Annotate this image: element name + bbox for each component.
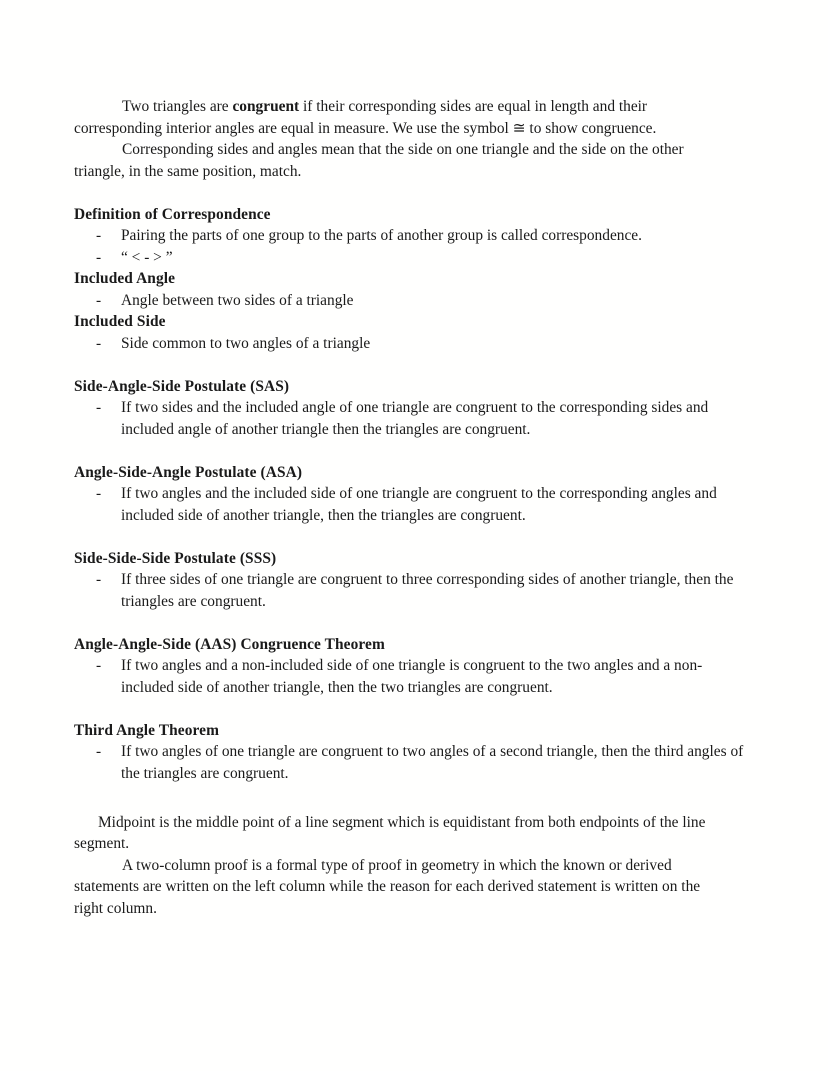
dash-bullet-icon: -: [96, 571, 102, 588]
list-item-label: If two angles and the included side of one triangle are congruent to the corresponding angles and included side of another triangle, then the triangles are congruent.: [121, 485, 717, 524]
paragraph-two-column-proof-definition: A two-column proof is a formal type of proof in geometry in which the known or derived statements are written on the left column while the reason for each derived statement is written on the right column.: [74, 856, 701, 917]
spacer: [74, 440, 752, 462]
spacer: [74, 354, 752, 376]
list-item-label: “ < - > ”: [121, 248, 173, 266]
dash-bullet-icon: -: [96, 291, 102, 309]
paragraph-congruent-definition: [74, 96, 726, 139]
paragraph-text-before-bold: Two triangles are: [122, 98, 233, 115]
heading-angle-angle-side-theorem: Angle-Angle-Side (AAS) Congruence Theorem: [74, 635, 385, 653]
heading-included-angle: Included Angle: [74, 270, 176, 287]
list-item: [74, 397, 752, 440]
spacer: [74, 182, 752, 204]
heading-third-angle-theorem: Third Angle Theorem: [74, 721, 219, 739]
paragraph-corresponding-definition: Corresponding sides and angles mean that the side on one triangle and the side on the other triangle, in the same position, match.: [74, 141, 684, 180]
dash-bullet-icon: -: [96, 399, 102, 416]
heading-angle-side-angle-postulate: Angle-Side-Angle Postulate (ASA): [74, 463, 303, 481]
paragraph-midpoint-definition: Midpoint is the middle point of a line segment which is equidistant from both endpoints of the line segment.: [74, 813, 706, 852]
list-item-label: If three sides of one triangle are congruent to three corresponding sides of another triangle, then the triangles are congruent.: [121, 571, 734, 610]
list-item: [74, 225, 752, 247]
dash-bullet-icon: -: [96, 657, 102, 674]
list-item: [74, 483, 752, 526]
heading-included-side: Included Side: [74, 313, 166, 330]
spacer: [74, 612, 752, 634]
document-body: [74, 96, 752, 919]
dash-bullet-icon: -: [96, 485, 102, 502]
list-item: [74, 247, 752, 269]
list-item: [74, 655, 752, 698]
list-item-label: Angle between two sides of a triangle: [121, 291, 354, 309]
heading-definition-of-correspondence: Definition of Correspondence: [74, 205, 271, 223]
list-item: [74, 290, 752, 312]
dash-bullet-icon: -: [96, 248, 102, 266]
list-item: [74, 569, 752, 612]
list-item-label: Pairing the parts of one group to the parts of another group is called correspondence.: [121, 227, 642, 244]
dash-bullet-icon: -: [96, 334, 102, 352]
bold-term-congruent: congruent: [232, 98, 300, 115]
heading-side-side-side-postulate: Side-Side-Side Postulate (SSS): [74, 549, 277, 567]
spacer: [74, 784, 752, 806]
dash-bullet-icon: -: [96, 743, 102, 760]
paragraph-text-after-bold: if their corresponding sides are equal in length and their corresponding interior angles are equal in measure. We use the symbol ≅ to show congruence.: [74, 98, 657, 137]
dash-bullet-icon: -: [96, 227, 102, 244]
list-item: [74, 741, 752, 784]
list-item: [74, 333, 752, 355]
spacer: [74, 698, 752, 720]
spacer: [74, 526, 752, 548]
list-item-label: Side common to two angles of a triangle: [121, 334, 371, 352]
heading-side-angle-side-postulate: Side-Angle-Side Postulate (SAS): [74, 377, 290, 395]
list-item-label: If two sides and the included angle of one triangle are congruent to the corresponding sides and included angle of another triangle then the triangles are congruent.: [121, 399, 709, 438]
list-item-label: If two angles and a non-included side of one triangle is congruent to the two angles and a non-included side of another triangle, then the two triangles are congruent.: [121, 657, 703, 696]
list-item-label: If two angles of one triangle are congruent to two angles of a second triangle, then the third angles of the triangles are congruent.: [121, 743, 744, 782]
